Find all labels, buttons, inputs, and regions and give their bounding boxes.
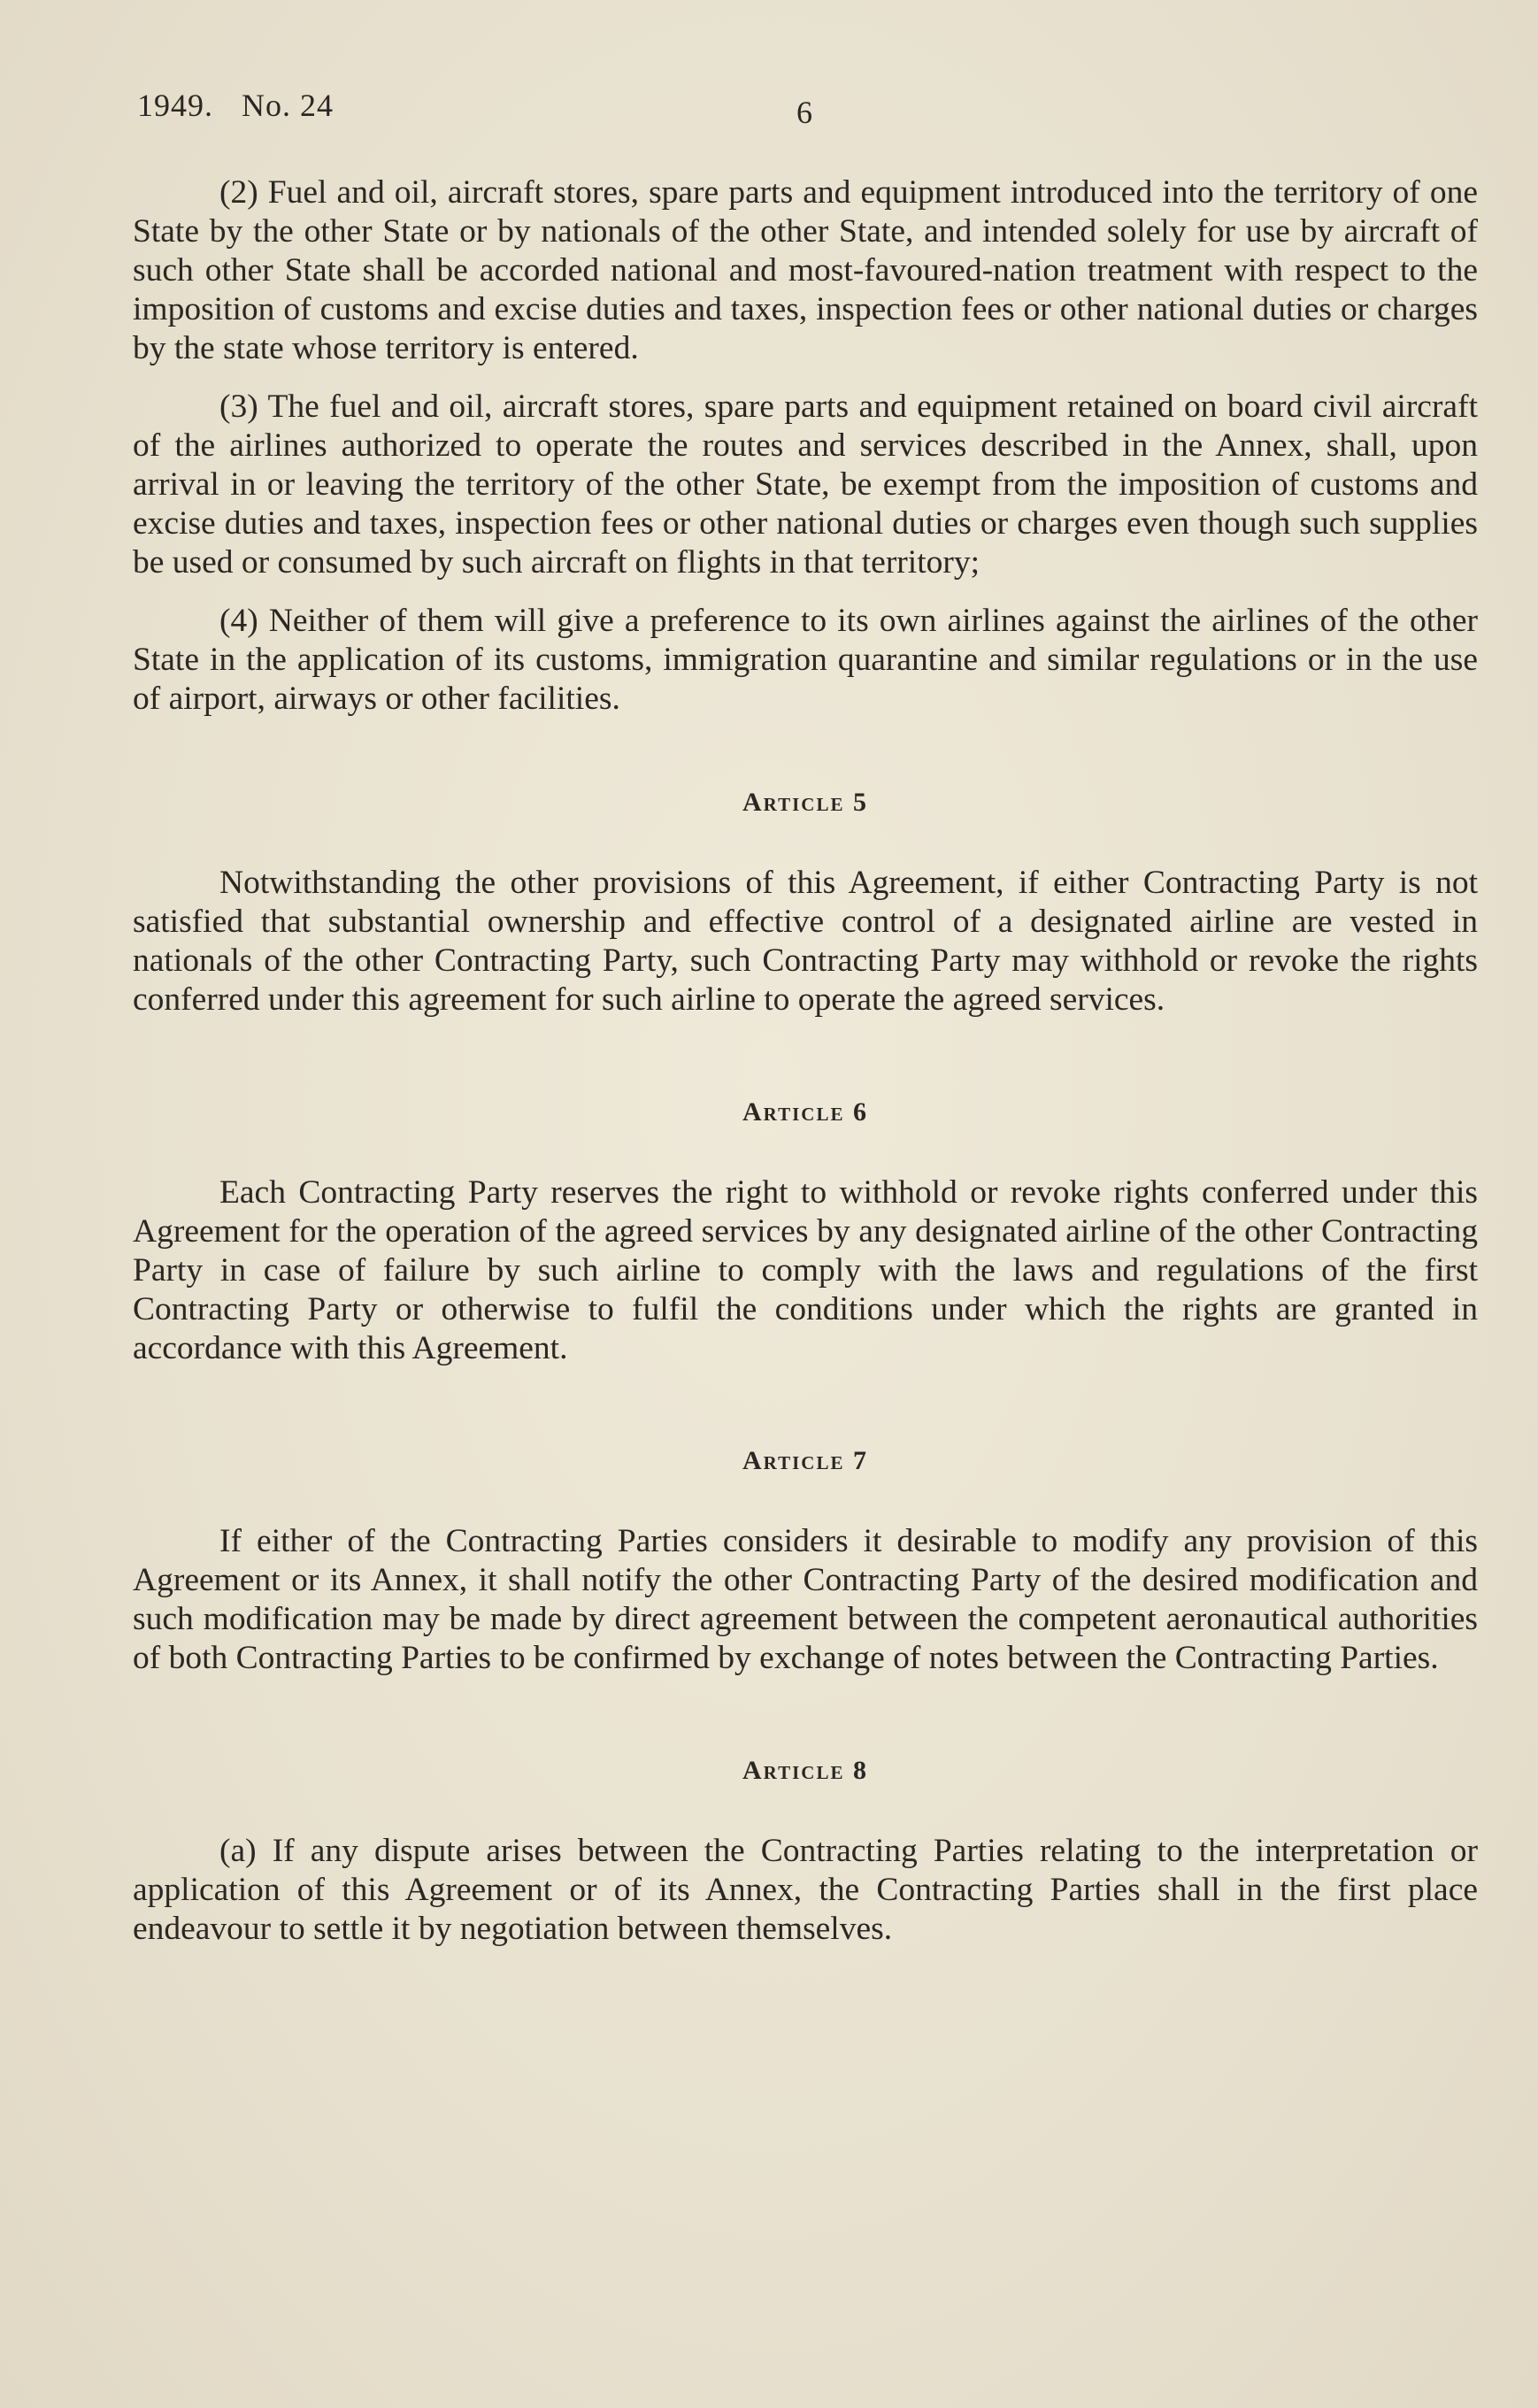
page-header (137, 87, 334, 124)
header-number: No. 24 (242, 88, 334, 123)
article-8-paragraph-a: (a) If any dispute arises between the Contracting Parties relating to the interpretation or application of this Agreement or of its Annex, the Contracting Parties shall in the first place endeavour to settle it by negotiation between themselves. (133, 1833, 1478, 1947)
article-5-paragraph: Notwithstanding the other provisions of this Agreement, if either Contracting Party is not satisfied that substantial ownership and effective control of a designated airline are vested in nationals of the other Contracting Party, such Contracting Party may withhold or revoke the rights conferred under this agreement for such airline to operate the agreed services. (133, 865, 1478, 1018)
paragraph-4: (4) Neither of them will give a preference to its own airlines against the airlines of the other State in the application of its customs, immigration quarantine and similar regulations or in the use of airport, airways or other facilities. (133, 603, 1478, 717)
article-7-heading: Article 7 (742, 1446, 868, 1475)
article-6-heading: Article 6 (742, 1097, 868, 1127)
document-body (133, 173, 1478, 1949)
article-6-paragraph: Each Contracting Party reserves the right to withhold or revoke rights conferred under this Agreement for the operation of the agreed services by any designated airline of the other Contracting Party in case of failure by such airline to comply with the laws and regulations of the first Contracting Party or otherwise to fulfil the conditions under which the rights are granted in accordance with this Agreement. (133, 1174, 1478, 1366)
paragraph-2: (2) Fuel and oil, aircraft stores, spare parts and equipment introduced into the territory of one State by the other State or by nationals of the other State, and intended solely for use by aircraft of such other State shall be accorded national and most-favoured-nation treatment with respect to the imposition of customs and excise duties and taxes, inspection fees or other national duties or charges by the state whose territory is entered. (133, 174, 1478, 366)
article-8-heading: Article 8 (742, 1756, 868, 1785)
page-number: 6 (796, 95, 812, 130)
paragraph-3: (3) The fuel and oil, aircraft stores, spare parts and equipment retained on board civil aircraft of the airlines authorized to operate the routes and services described in the Annex, shall, upon arrival in or leaving the territory of the other State, be exempt from the imposition of customs and excise duties and taxes, inspection fees or other national duties or charges even though such supplies be used or consumed by such aircraft on flights in that territory; (133, 389, 1478, 581)
article-7-paragraph: If either of the Contracting Parties considers it desirable to modify any provision of this Agreement or its Annex, it shall notify the other Contracting Party of the desired modification and such modification may be made by direct agreement between the competent aeronautical authorities of both Contracting Parties to be confirmed by exchange of notes between the Contracting Parties. (133, 1523, 1478, 1676)
article-5-heading: Article 5 (742, 788, 868, 817)
header-year: 1949. (137, 88, 213, 123)
